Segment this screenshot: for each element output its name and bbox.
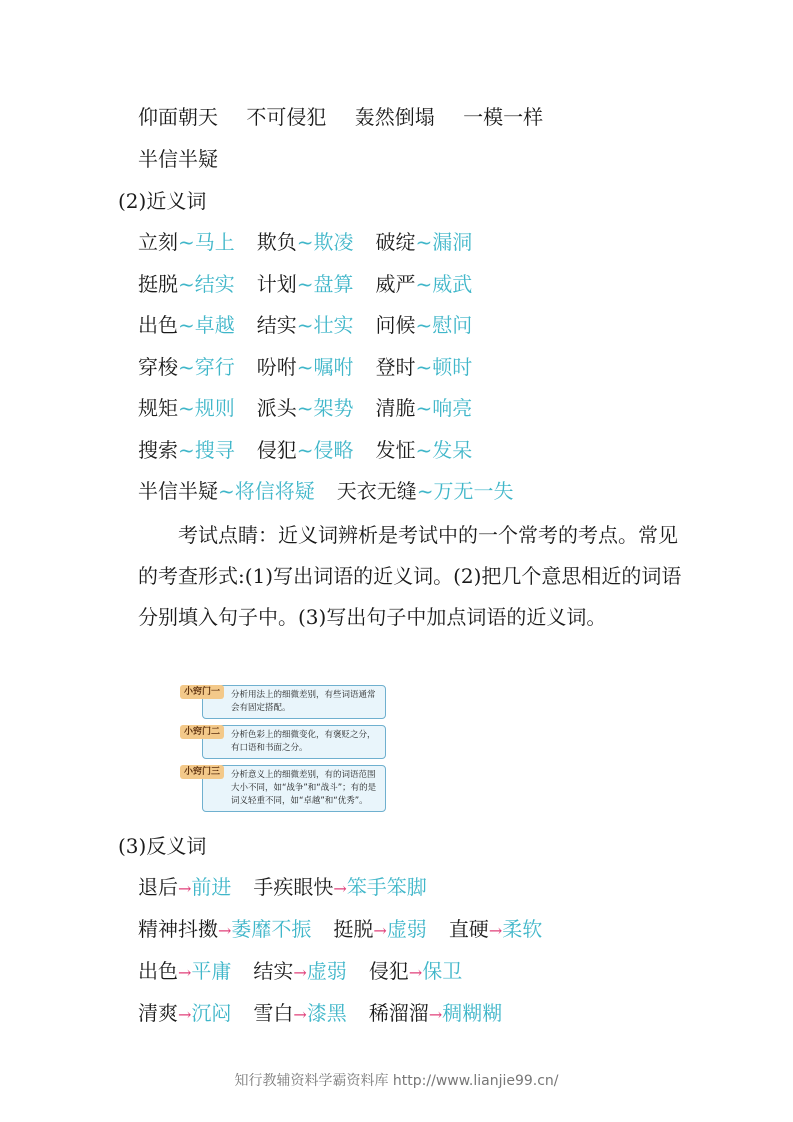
tilde-separator: ~ bbox=[415, 396, 433, 420]
answer-word: 马上 bbox=[194, 230, 235, 254]
answer-word: 规则 bbox=[194, 396, 235, 420]
word-pair bbox=[138, 272, 235, 296]
word-pair bbox=[369, 959, 462, 985]
answer-word: 欺凌 bbox=[313, 230, 354, 254]
word-pair bbox=[253, 959, 346, 985]
arrow-icon: → bbox=[178, 1005, 192, 1024]
tilde-separator: ~ bbox=[178, 354, 195, 379]
word: 挺脱 bbox=[138, 271, 178, 296]
word-pair bbox=[138, 230, 235, 254]
word-pair-row bbox=[138, 313, 472, 337]
idiom: 轰然倒塌 bbox=[354, 105, 435, 129]
tilde-separator: ~ bbox=[415, 271, 433, 296]
word-pair-row bbox=[138, 959, 462, 985]
idiom: 一模一样 bbox=[463, 105, 544, 129]
word-pair bbox=[369, 1001, 502, 1027]
tilde-separator: ~ bbox=[296, 230, 314, 254]
tilde-separator: ~ bbox=[296, 396, 314, 420]
word: 破绽 bbox=[375, 230, 416, 254]
word-pair bbox=[257, 313, 354, 337]
answer-word: 嘱咐 bbox=[313, 354, 354, 379]
answer-word: 卓越 bbox=[194, 313, 235, 337]
word-pair bbox=[138, 917, 311, 943]
word-pair bbox=[257, 230, 354, 254]
word-pair bbox=[138, 438, 235, 462]
answer-word: 稠糊糊 bbox=[442, 1001, 503, 1025]
word-pair bbox=[253, 875, 426, 901]
footer-watermark: 知行教辅资料学霸资料库 http://www.lianjie99.cn/ bbox=[234, 1073, 559, 1089]
word-pair-row bbox=[138, 396, 472, 420]
arrow-icon: → bbox=[333, 879, 347, 898]
tip-tag: 小窍门一 bbox=[180, 685, 224, 699]
answer-word: 虚弱 bbox=[386, 917, 427, 941]
arrow-icon: → bbox=[293, 1005, 307, 1024]
word: 结实 bbox=[256, 313, 297, 337]
word: 稀溜溜 bbox=[368, 1001, 429, 1025]
arrow-icon: → bbox=[178, 879, 192, 898]
word: 挺脱 bbox=[333, 917, 374, 941]
word-pair-row bbox=[138, 1001, 502, 1027]
word-pair-row bbox=[138, 479, 514, 503]
tilde-separator: ~ bbox=[178, 230, 195, 254]
word-pair bbox=[138, 396, 235, 420]
answer-word: 保卫 bbox=[422, 959, 463, 983]
tip-tag: 小窍门二 bbox=[180, 725, 224, 739]
word-pair-row bbox=[138, 272, 472, 296]
word-pair bbox=[253, 1001, 346, 1027]
word: 立刻 bbox=[138, 230, 178, 254]
word-pair bbox=[138, 355, 235, 379]
tilde-separator: ~ bbox=[296, 354, 314, 379]
answer-word: 架势 bbox=[313, 396, 354, 420]
tip-tag: 小窍门三 bbox=[180, 765, 224, 779]
arrow-icon: → bbox=[373, 921, 387, 940]
word-pair bbox=[257, 396, 354, 420]
answer-word: 万无一失 bbox=[433, 479, 514, 503]
word-pair bbox=[376, 438, 473, 462]
exam-tip bbox=[138, 515, 683, 638]
answer-word: 漏洞 bbox=[432, 230, 473, 254]
tilde-separator: ~ bbox=[415, 230, 433, 254]
arrow-icon: → bbox=[293, 963, 307, 982]
word-pair bbox=[337, 479, 514, 503]
word-pair-row bbox=[138, 355, 472, 379]
word: 侵犯 bbox=[256, 437, 297, 462]
word: 问候 bbox=[375, 313, 416, 337]
word: 天衣无缝 bbox=[336, 479, 417, 503]
answer-word: 响亮 bbox=[432, 396, 473, 420]
tilde-separator: ~ bbox=[296, 313, 314, 337]
word-pair bbox=[376, 230, 473, 254]
exam-tip-text: 考试点睛：近义词辨析是考试中的一个常考的考点。常见的考查形式:(1)写出词语的近义词。(2)把几个意思相近的词语分别填入句子中。(3)写出句子中加点词语的近义词。 bbox=[138, 523, 682, 629]
tilde-separator: ~ bbox=[178, 313, 195, 337]
tilde-separator: ~ bbox=[415, 437, 433, 462]
word-pair-row bbox=[138, 917, 542, 943]
word: 穿梭 bbox=[138, 354, 178, 379]
answer-word: 盘算 bbox=[313, 271, 354, 296]
answer-word: 发呆 bbox=[432, 437, 473, 462]
answer-word: 将信将疑 bbox=[234, 479, 315, 503]
word-pair-row bbox=[138, 230, 472, 254]
arrow-icon: → bbox=[408, 963, 423, 982]
tip-text: 分析色彩上的细微变化，有褒贬之分，有口语和书面之分。 bbox=[202, 725, 386, 759]
word-pair bbox=[257, 355, 354, 379]
word: 退后 bbox=[138, 875, 178, 899]
answer-word: 穿行 bbox=[194, 354, 235, 379]
answer-word: 萎靡不振 bbox=[231, 917, 312, 941]
word-pair-row bbox=[138, 875, 427, 901]
idiom-line-1 bbox=[138, 105, 543, 129]
word-pair bbox=[138, 959, 231, 985]
word-pair bbox=[376, 272, 473, 296]
word: 吩咐 bbox=[256, 354, 297, 379]
answer-word: 沉闷 bbox=[191, 1001, 232, 1025]
answer-word: 搜寻 bbox=[194, 437, 235, 462]
word: 结实 bbox=[253, 959, 294, 983]
answer-word: 顿时 bbox=[432, 354, 473, 379]
word-pair bbox=[449, 917, 542, 943]
idiom: 仰面朝天 bbox=[138, 105, 218, 129]
word-pair bbox=[138, 1001, 231, 1027]
word: 手疾眼快 bbox=[253, 875, 334, 899]
word: 精神抖擞 bbox=[138, 917, 218, 941]
word: 雪白 bbox=[253, 1001, 294, 1025]
answer-word: 慰问 bbox=[432, 313, 473, 337]
tilde-separator: ~ bbox=[178, 396, 195, 420]
tilde-separator: ~ bbox=[178, 271, 195, 296]
word: 规矩 bbox=[138, 396, 178, 420]
tilde-separator: ~ bbox=[416, 479, 434, 503]
word-pair bbox=[138, 875, 231, 901]
word: 半信半疑 bbox=[138, 479, 218, 503]
arrow-icon: → bbox=[178, 963, 192, 982]
tip-1 bbox=[180, 685, 386, 719]
tilde-separator: ~ bbox=[178, 437, 195, 462]
word: 清脆 bbox=[375, 396, 416, 420]
tip-3 bbox=[180, 765, 386, 812]
word-pair bbox=[376, 313, 473, 337]
answer-word: 笨手笨脚 bbox=[346, 875, 427, 899]
tip-2 bbox=[180, 725, 386, 759]
word: 搜索 bbox=[138, 437, 178, 462]
word-pair bbox=[333, 917, 426, 943]
word: 欺负 bbox=[256, 230, 297, 254]
idiom-line-2 bbox=[138, 147, 218, 171]
tilde-separator: ~ bbox=[296, 437, 314, 462]
word: 清爽 bbox=[138, 1001, 178, 1025]
tips-panel bbox=[180, 680, 386, 818]
arrow-icon: → bbox=[428, 1005, 443, 1024]
answer-word: 结实 bbox=[194, 271, 235, 296]
word: 直硬 bbox=[448, 917, 489, 941]
tilde-separator: ~ bbox=[415, 354, 433, 379]
tip-text: 分析意义上的细微差别，有的词语范围大小不同，如“战争”和“战斗”；有的是词义轻重不同，如“卓越”和“优秀”。 bbox=[202, 765, 386, 812]
word: 登时 bbox=[375, 354, 416, 379]
word-pair bbox=[376, 355, 473, 379]
arrow-icon: → bbox=[218, 921, 232, 940]
answer-word: 威武 bbox=[432, 271, 473, 296]
word-pair bbox=[257, 438, 354, 462]
answer-word: 壮实 bbox=[313, 313, 354, 337]
word: 威严 bbox=[375, 271, 416, 296]
answer-word: 侵略 bbox=[313, 437, 354, 462]
idiom: 不可侵犯 bbox=[246, 105, 327, 129]
word: 侵犯 bbox=[368, 959, 409, 983]
tip-text: 分析用法上的细微差别，有些词语通常会有固定搭配。 bbox=[202, 685, 386, 719]
word: 计划 bbox=[256, 271, 297, 296]
word-pair bbox=[376, 396, 473, 420]
word-pair bbox=[138, 479, 315, 503]
word-pair bbox=[257, 272, 354, 296]
tilde-separator: ~ bbox=[296, 271, 314, 296]
word-pair-row bbox=[138, 438, 472, 462]
answer-word: 平庸 bbox=[191, 959, 232, 983]
antonyms-title: (3)反义词 bbox=[118, 834, 207, 858]
word-pair bbox=[138, 313, 235, 337]
idiom: 半信半疑 bbox=[138, 147, 218, 171]
word: 派头 bbox=[256, 396, 297, 420]
tilde-separator: ~ bbox=[218, 479, 235, 503]
word: 出色 bbox=[138, 959, 178, 983]
tilde-separator: ~ bbox=[415, 313, 433, 337]
answer-word: 漆黑 bbox=[306, 1001, 347, 1025]
word: 发怔 bbox=[375, 437, 416, 462]
answer-word: 虚弱 bbox=[306, 959, 347, 983]
arrow-icon: → bbox=[488, 921, 503, 940]
synonyms-title: (2)近义词 bbox=[118, 189, 207, 213]
answer-word: 前进 bbox=[191, 875, 232, 899]
answer-word: 柔软 bbox=[502, 917, 543, 941]
word: 出色 bbox=[138, 313, 178, 337]
